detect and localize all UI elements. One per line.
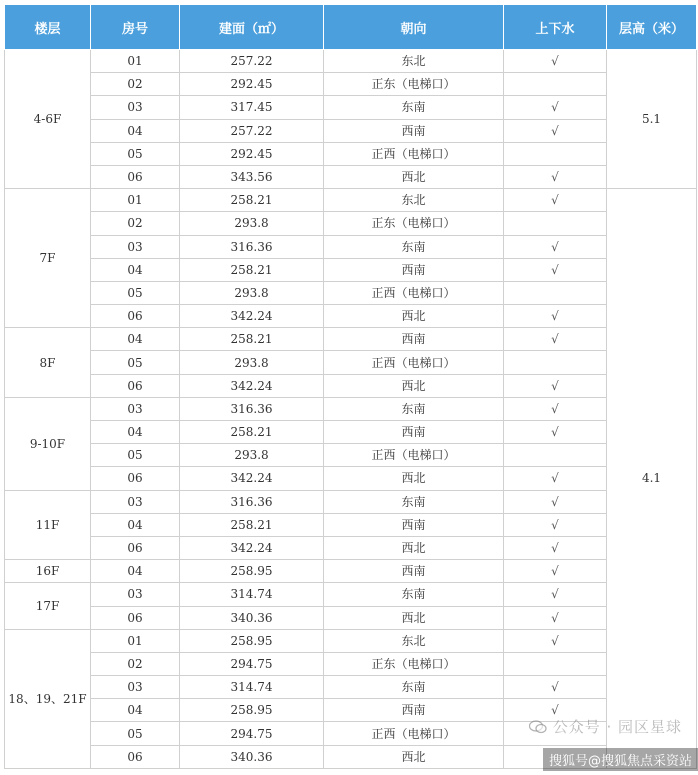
- table-row: [5, 235, 697, 258]
- plumbing-cell: √: [504, 560, 607, 583]
- area-cell: 314.74: [180, 676, 324, 699]
- room-cell: 04: [91, 421, 180, 444]
- orientation-cell: 西北: [324, 374, 504, 397]
- table-row: [5, 142, 697, 165]
- table-row: [5, 119, 697, 142]
- orientation-cell: 西北: [324, 536, 504, 559]
- table-row: [5, 676, 697, 699]
- room-cell: 06: [91, 374, 180, 397]
- plumbing-cell: √: [504, 50, 607, 73]
- table-row: [5, 96, 697, 119]
- room-cell: 06: [91, 305, 180, 328]
- table-row: [5, 258, 697, 281]
- room-cell: 04: [91, 258, 180, 281]
- room-cell: 03: [91, 490, 180, 513]
- area-cell: 258.95: [180, 560, 324, 583]
- area-cell: 293.8: [180, 444, 324, 467]
- plumbing-cell: √: [504, 328, 607, 351]
- plumbing-cell: √: [504, 258, 607, 281]
- table-row: [5, 189, 697, 212]
- area-cell: 294.75: [180, 652, 324, 675]
- area-cell: 293.8: [180, 212, 324, 235]
- floor-cell: 17F: [5, 583, 91, 629]
- room-cell: 05: [91, 722, 180, 745]
- table-row: [5, 50, 697, 73]
- orientation-cell: 正东（电梯口）: [324, 73, 504, 96]
- watermark: [529, 716, 682, 737]
- table-row: [5, 281, 697, 304]
- table-row: [5, 73, 697, 96]
- wechat-icon: [529, 720, 547, 734]
- ceiling-height-cell: 4.1: [607, 189, 697, 769]
- table-row: [5, 305, 697, 328]
- orientation-cell: 东北: [324, 50, 504, 73]
- source-caption: 搜狐号@搜狐焦点采资站: [543, 748, 698, 771]
- floor-cell: 8F: [5, 328, 91, 398]
- plumbing-cell: √: [504, 699, 607, 722]
- orientation-cell: 西南: [324, 119, 504, 142]
- orientation-cell: 正西（电梯口）: [324, 722, 504, 745]
- orientation-cell: 西北: [324, 745, 504, 768]
- orientation-cell: 正西（电梯口）: [324, 351, 504, 374]
- plumbing-cell: √: [504, 374, 607, 397]
- room-cell: 06: [91, 745, 180, 768]
- area-cell: 258.95: [180, 629, 324, 652]
- table-row: [5, 397, 697, 420]
- area-cell: 292.45: [180, 142, 324, 165]
- floor-cell: 7F: [5, 189, 91, 328]
- plumbing-cell: [504, 444, 607, 467]
- orientation-cell: 西南: [324, 258, 504, 281]
- table-row: [5, 536, 697, 559]
- plumbing-cell: √: [504, 305, 607, 328]
- plumbing-cell: √: [504, 536, 607, 559]
- orientation-cell: 东南: [324, 235, 504, 258]
- room-cell: 03: [91, 676, 180, 699]
- room-cell: 05: [91, 281, 180, 304]
- area-cell: 292.45: [180, 73, 324, 96]
- plumbing-cell: √: [504, 119, 607, 142]
- orientation-cell: 西北: [324, 305, 504, 328]
- area-cell: 342.24: [180, 536, 324, 559]
- room-cell: 05: [91, 444, 180, 467]
- room-cell: 02: [91, 652, 180, 675]
- area-cell: 293.8: [180, 351, 324, 374]
- orientation-cell: 东北: [324, 629, 504, 652]
- area-cell: 342.24: [180, 305, 324, 328]
- table-row: [5, 444, 697, 467]
- area-cell: 316.36: [180, 235, 324, 258]
- floor-cell: 18、19、21F: [5, 629, 91, 768]
- table-row: [5, 513, 697, 536]
- table-row: [5, 421, 697, 444]
- plumbing-cell: √: [504, 676, 607, 699]
- ceiling-height-cell: 5.1: [607, 50, 697, 189]
- table-body: [5, 50, 697, 769]
- table-row: [5, 351, 697, 374]
- room-cell: 06: [91, 467, 180, 490]
- orientation-cell: 正西（电梯口）: [324, 444, 504, 467]
- orientation-cell: 东北: [324, 189, 504, 212]
- room-cell: 01: [91, 629, 180, 652]
- orientation-cell: 西北: [324, 165, 504, 188]
- header-area: 建面（㎡）: [180, 5, 324, 50]
- orientation-cell: 西南: [324, 699, 504, 722]
- orientation-cell: 东南: [324, 676, 504, 699]
- plumbing-cell: √: [504, 96, 607, 119]
- floor-cell: 9-10F: [5, 397, 91, 490]
- orientation-cell: 正东（电梯口）: [324, 652, 504, 675]
- area-cell: 340.36: [180, 606, 324, 629]
- orientation-cell: 东南: [324, 583, 504, 606]
- floor-cell: 16F: [5, 560, 91, 583]
- orientation-cell: 东南: [324, 490, 504, 513]
- area-cell: 258.21: [180, 328, 324, 351]
- orientation-cell: 西南: [324, 560, 504, 583]
- room-cell: 03: [91, 235, 180, 258]
- orientation-cell: 西北: [324, 606, 504, 629]
- plumbing-cell: √: [504, 467, 607, 490]
- area-cell: 316.36: [180, 397, 324, 420]
- plumbing-cell: √: [504, 397, 607, 420]
- orientation-cell: 正西（电梯口）: [324, 281, 504, 304]
- plumbing-cell: √: [504, 189, 607, 212]
- watermark-text: 公众号 · 园区星球: [552, 718, 682, 736]
- area-cell: 342.24: [180, 467, 324, 490]
- table-header-row: [5, 5, 697, 50]
- area-cell: 257.22: [180, 50, 324, 73]
- header-floor: 楼层: [5, 5, 91, 50]
- orientation-cell: 东南: [324, 397, 504, 420]
- orientation-cell: 正西（电梯口）: [324, 142, 504, 165]
- room-cell: 06: [91, 606, 180, 629]
- plumbing-cell: √: [504, 513, 607, 536]
- plumbing-cell: √: [504, 583, 607, 606]
- area-cell: 258.21: [180, 258, 324, 281]
- orientation-cell: 正东（电梯口）: [324, 212, 504, 235]
- table-row: [5, 212, 697, 235]
- room-cell: 04: [91, 328, 180, 351]
- plumbing-cell: √: [504, 235, 607, 258]
- orientation-cell: 西北: [324, 467, 504, 490]
- room-cell: 06: [91, 165, 180, 188]
- room-cell: 03: [91, 583, 180, 606]
- area-cell: 258.21: [180, 189, 324, 212]
- plumbing-cell: √: [504, 165, 607, 188]
- table-row: [5, 629, 697, 652]
- area-cell: 293.8: [180, 281, 324, 304]
- header-room: 房号: [91, 5, 180, 50]
- header-plumbing: 上下水: [504, 5, 607, 50]
- table-row: [5, 165, 697, 188]
- area-cell: 314.74: [180, 583, 324, 606]
- area-cell: 258.21: [180, 513, 324, 536]
- plumbing-cell: √: [504, 629, 607, 652]
- header-ceiling-height: 层高（米）: [607, 5, 697, 50]
- area-cell: 316.36: [180, 490, 324, 513]
- plumbing-cell: [504, 212, 607, 235]
- plumbing-cell: √: [504, 490, 607, 513]
- plumbing-cell: [504, 281, 607, 304]
- room-cell: 04: [91, 699, 180, 722]
- room-cell: 06: [91, 536, 180, 559]
- area-cell: 340.36: [180, 745, 324, 768]
- plumbing-cell: √: [504, 421, 607, 444]
- orientation-cell: 西南: [324, 513, 504, 536]
- room-cell: 02: [91, 73, 180, 96]
- area-cell: 258.95: [180, 699, 324, 722]
- table-row: [5, 490, 697, 513]
- room-cell: 01: [91, 189, 180, 212]
- floor-cell: 4-6F: [5, 50, 91, 189]
- plumbing-cell: [504, 351, 607, 374]
- room-cell: 03: [91, 397, 180, 420]
- plumbing-cell: [504, 142, 607, 165]
- plumbing-cell: √: [504, 606, 607, 629]
- table-row: [5, 328, 697, 351]
- area-cell: 257.22: [180, 119, 324, 142]
- plumbing-cell: [504, 652, 607, 675]
- orientation-cell: 西南: [324, 328, 504, 351]
- table-row: [5, 560, 697, 583]
- orientation-cell: 西南: [324, 421, 504, 444]
- table-row: [5, 652, 697, 675]
- unit-table: [4, 4, 697, 769]
- header-orientation: 朝向: [324, 5, 504, 50]
- area-cell: 342.24: [180, 374, 324, 397]
- room-cell: 01: [91, 50, 180, 73]
- area-cell: 343.56: [180, 165, 324, 188]
- room-cell: 03: [91, 96, 180, 119]
- room-cell: 04: [91, 513, 180, 536]
- room-cell: 04: [91, 560, 180, 583]
- room-cell: 04: [91, 119, 180, 142]
- table-row: [5, 467, 697, 490]
- table-row: [5, 583, 697, 606]
- area-cell: 294.75: [180, 722, 324, 745]
- floor-cell: 11F: [5, 490, 91, 560]
- room-cell: 05: [91, 351, 180, 374]
- room-cell: 05: [91, 142, 180, 165]
- orientation-cell: 东南: [324, 96, 504, 119]
- area-cell: 258.21: [180, 421, 324, 444]
- table-row: [5, 606, 697, 629]
- plumbing-cell: [504, 73, 607, 96]
- area-cell: 317.45: [180, 96, 324, 119]
- table-row: [5, 374, 697, 397]
- room-cell: 02: [91, 212, 180, 235]
